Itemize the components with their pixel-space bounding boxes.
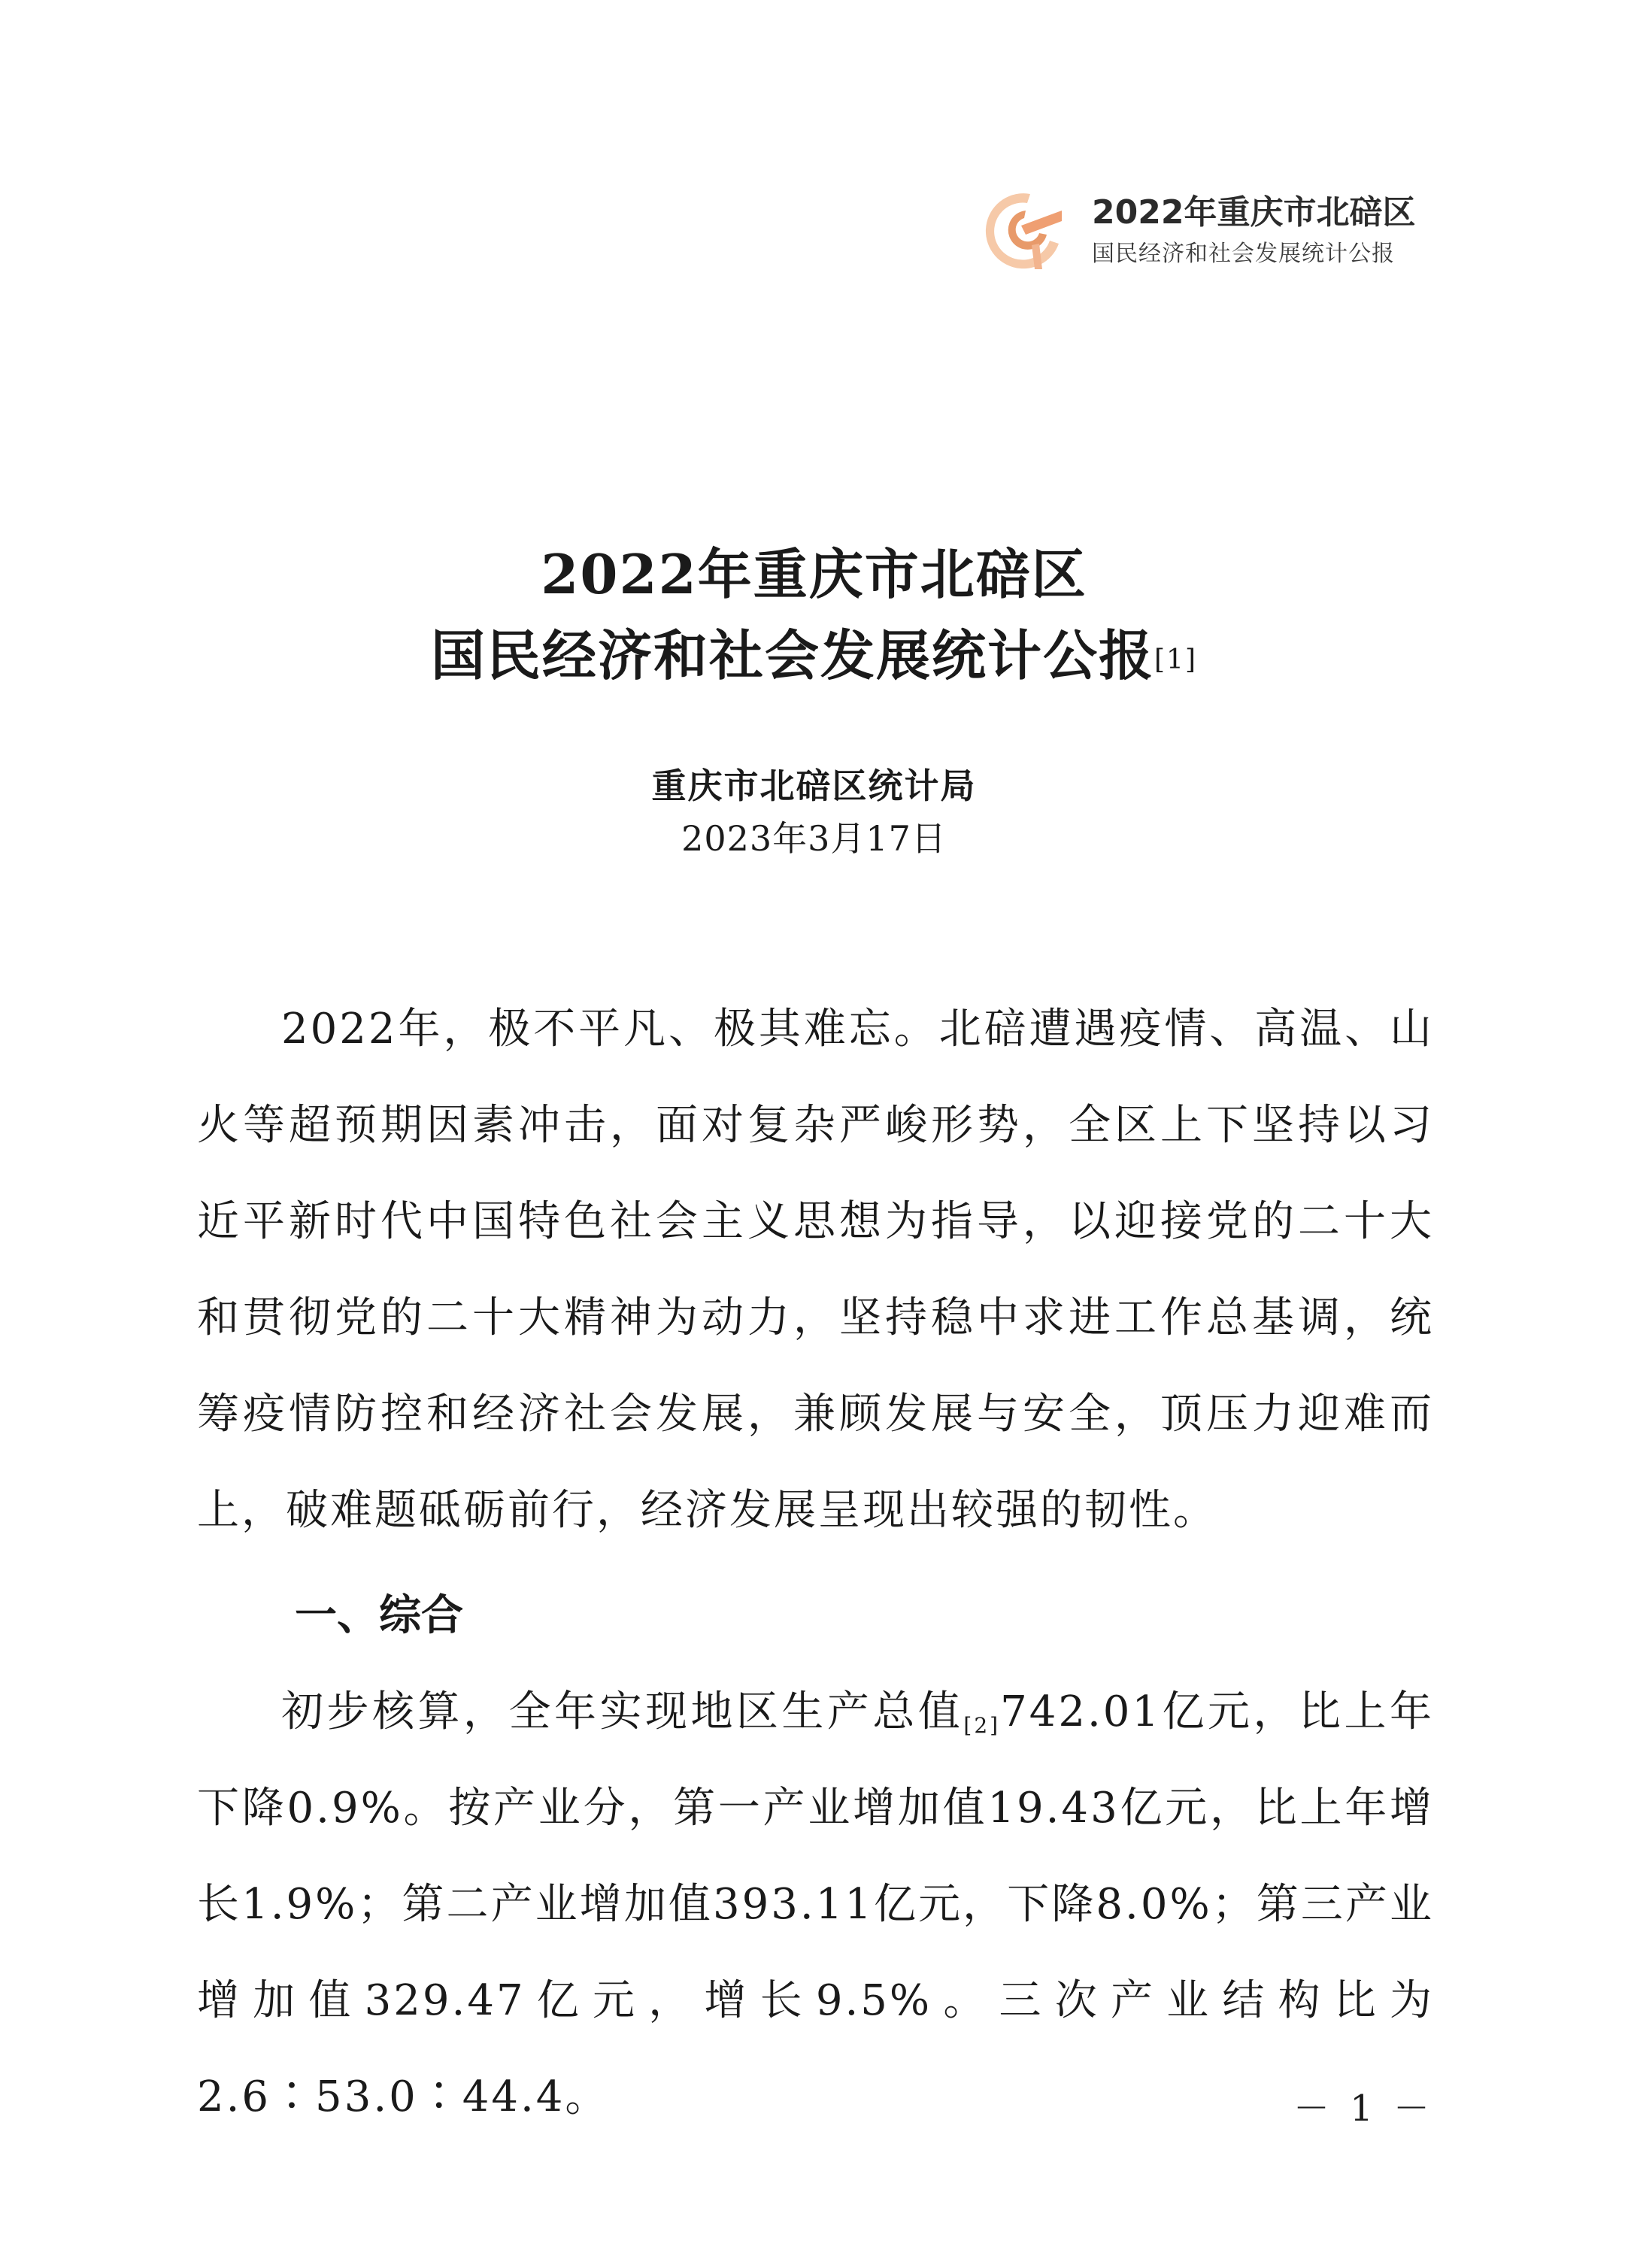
issuing-organization: 重庆市北碚区统计局 [651, 766, 977, 806]
header-subtitle: 国民经济和社会发展统计公报 [1092, 241, 1395, 267]
title-line-1: 2022年重庆市北碚区 [541, 542, 1087, 606]
document-body [197, 981, 1434, 2145]
issuer-block [0, 760, 1628, 865]
document-title [0, 534, 1628, 696]
title-footnote-ref[interactable]: [1] [1154, 644, 1197, 675]
section-heading-overview: 一、综合 [295, 1591, 463, 1640]
gdp-footnote-ref[interactable]: [2] [963, 1713, 1001, 1738]
title-line-2-text: 国民经济和社会发展统计公报 [430, 623, 1154, 687]
gdp-text-part1: 初步核算，全年实现地区生产总值 [281, 1687, 964, 1736]
gdp-text-part2: 742.01亿元，比上年下降0.9%。按产业分，第一产业增加值19.43亿元，比上年增长1.9%；第二产业增加值393.11亿元，下降8.0%；第三产业增加值329.47亿元，增长9.5%。三次产业结构比为2.6∶53.0∶44.4。 [197, 1687, 1435, 2121]
header-title: 2022年重庆市北碚区 [1092, 193, 1416, 232]
intro-paragraph: 2022年，极不平凡、极其难忘。北碚遭遇疫情、高温、山火等超预期因素冲击，面对复杂严峻形势，全区上下坚持以习近平新时代中国特色社会主义思想为指导，以迎接党的二十大和贯彻党的二十大精神为动力，坚持稳中求进工作总基调，统筹疫情防控和经济社会发展，兼顾发展与安全，顶压力迎难而上，破难题砥砺前行，经济发展呈现出较强的韧性。 [197, 1005, 1434, 1535]
title-line-2 [0, 615, 1628, 696]
report-header [978, 180, 1459, 286]
issue-date: 2023年3月17日 [681, 818, 947, 859]
report-logo-icon [978, 180, 1074, 277]
gdp-paragraph [197, 1664, 1434, 2145]
page-number: － 1 － [1293, 2088, 1434, 2130]
